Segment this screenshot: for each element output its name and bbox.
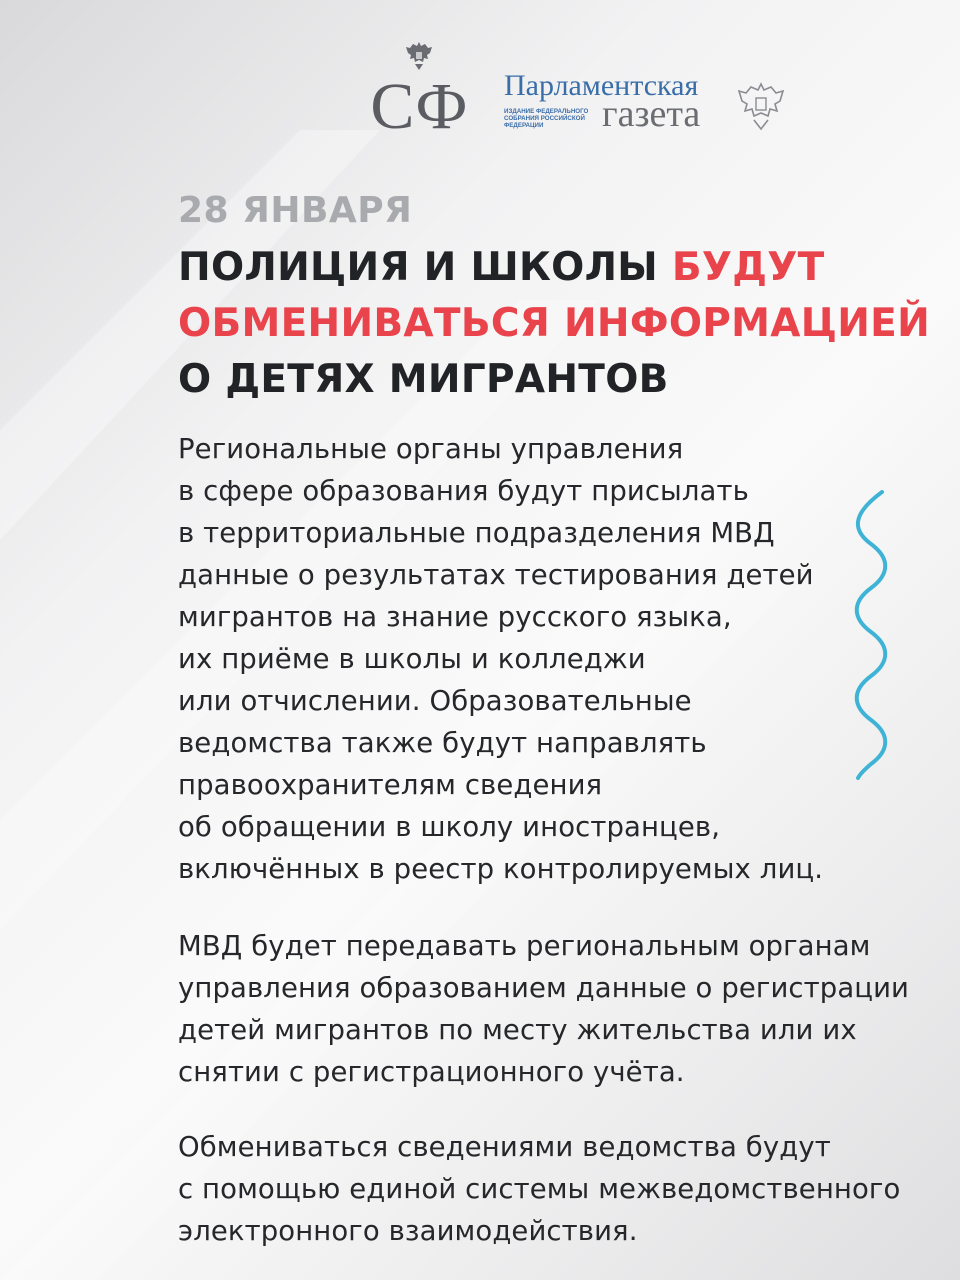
headline-highlight-2: ОБМЕНИВАТЬСЯ ИНФОРМАЦИЕЙ bbox=[178, 301, 931, 346]
double-eagle-emblem-icon bbox=[404, 40, 434, 72]
headline bbox=[178, 240, 948, 408]
paragraph-2: МВД будет передавать региональным органам управления образованием данные о регистрации детей мигрантов по месту жительства или их снятии с регистрационного учёта. bbox=[178, 930, 910, 1088]
decorative-wave bbox=[846, 488, 896, 780]
pg-logo-title: Парламентская bbox=[504, 69, 699, 102]
headline-part-1: ПОЛИЦИЯ И ШКОЛЫ bbox=[178, 245, 672, 290]
paragraph-3: Обмениваться сведениями ведомства будут с помощью единой системы межведомственного электронного взаимодействия. bbox=[178, 1131, 901, 1247]
date-label: 28 ЯНВАРЯ bbox=[178, 190, 413, 231]
headline-part-2: О ДЕТЯХ МИГРАНТОВ bbox=[178, 357, 669, 402]
logo-header bbox=[0, 40, 960, 143]
headline-highlight-1: БУДУТ bbox=[671, 245, 825, 290]
sf-logo-text: СФ bbox=[370, 70, 469, 143]
pg-logo-subtitle: ИЗДАНИЕ ФЕДЕРАЛЬНОГО СОБРАНИЯ РОССИЙСКОЙ ФЕДЕРАЦИИ bbox=[504, 108, 589, 129]
pg-logo-word: газета bbox=[602, 93, 701, 135]
coat-of-arms-icon bbox=[736, 80, 786, 132]
paragraph-1: Региональные органы управления в сфере образования будут присылать в территориальные подразделения МВД данные о результатах тестирования детей мигрантов на знание русского языка, их приёме в школы и колледжи или отчислении. Образовательные ведомства также будут направлять правоохранителям сведения об обращении в школу иностранцев, включённых в реестр контролируемых лиц. bbox=[178, 433, 824, 885]
parlamentskaya-gazeta-logo bbox=[504, 70, 794, 140]
